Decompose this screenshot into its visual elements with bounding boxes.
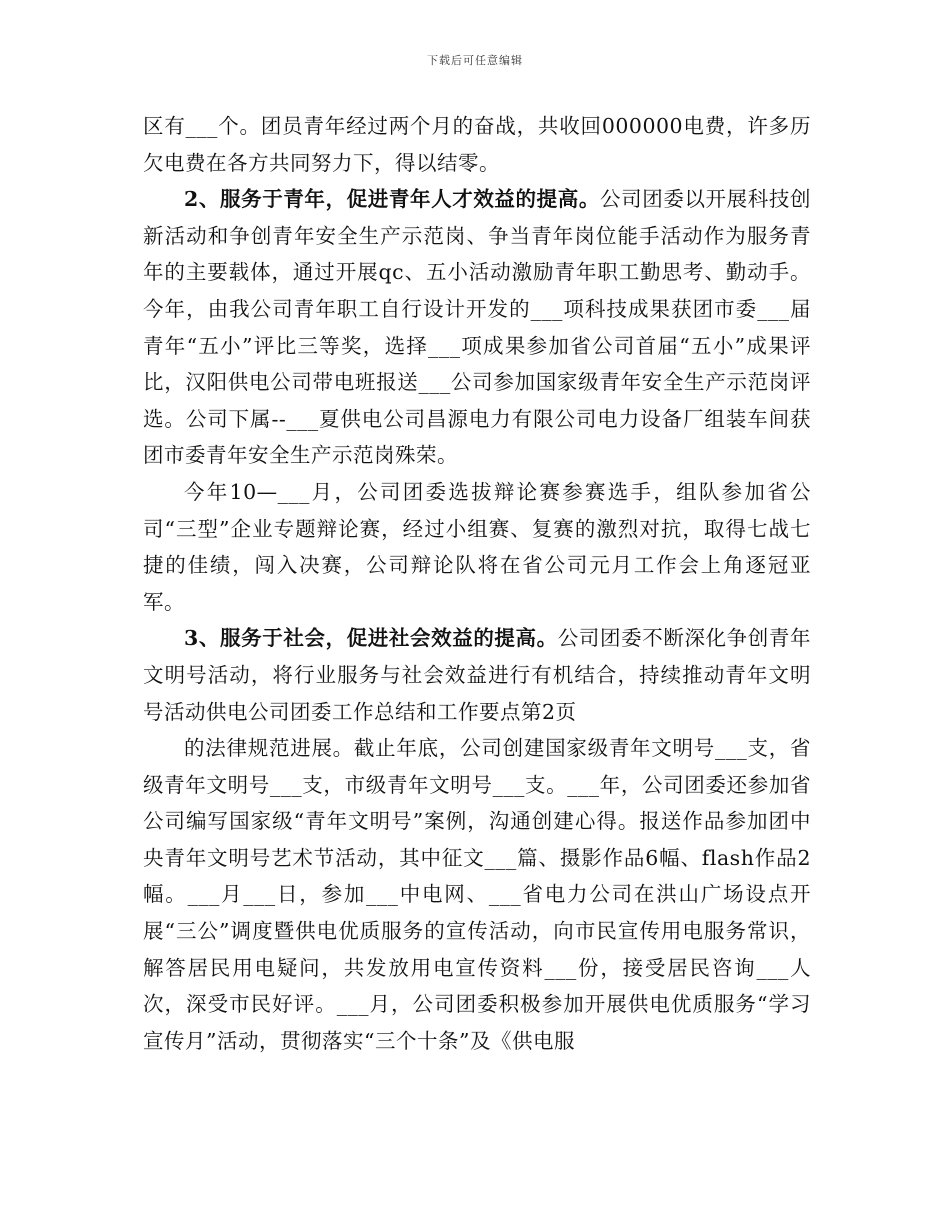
document-body bbox=[143, 108, 811, 1059]
page-header: 下载后可任意编辑 bbox=[427, 54, 523, 67]
paragraph-text: 的法律规范进展。截止年底，公司创建国家级青年文明号___支，省级青年文明号___支，市级青年文明号___支。___年，公司团委还参加省公司编写国家级“青年文明号”案例，沟通创建心得。报送作品参加团中央青年文明号艺术节活动，其中征文___篇、摄影作品6幅、flash作品2幅。___月___日，参加___中电网、___省电力公司在洪山广场设点开展“三公”调度暨供电优质服务的宣传活动，向市民宣传用电服务常识，解答居民用电疑问，共发放用电宣传资料___份，接受居民咨询___人次，深受市民好评。___月，公司团委积极参加开展供电优质服务“学习宣传月”活动，贯彻落实“三个十条”及《供电服 bbox=[143, 736, 811, 1053]
paragraph-text: 公司团委以开展科技创新活动和争创青年安全生产示范岗、争当青年岗位能手活动作为服务青年的主要载体，通过开展qc、五小活动激励青年职工勤思考、勤动手。今年，由我公司青年职工自行设计开发的___项科技成果获团市委___届青年“五小”评比三等奖，选择___项成果参加省公司首届“五小”成果评比，汉阳供电公司带电班报送___公司参加国家级青年安全生产示范岗评选。公司下属--___夏供电公司昌源电力有限公司电力设备厂组装车间获团市委青年安全生产示范岗殊荣。 bbox=[143, 187, 812, 468]
paragraph-debate bbox=[143, 474, 811, 620]
paragraph-society-service bbox=[143, 620, 811, 730]
paragraph-heading: 3、服务于社会，促进社会效益的提高。 bbox=[184, 626, 558, 651]
paragraph-continuation bbox=[143, 108, 811, 181]
paragraph-text: 区有___个。团员青年经过两个月的奋战，共收回000000电费，许多历欠电费在各方共同努力下，得以结零。 bbox=[143, 114, 811, 175]
paragraph-text: 公司团委不断深化争创青年文明号活动，将行业服务与社会效益进行有机结合，持续推动青年文明号活动供电公司团委工作总结和工作要点第2页 bbox=[143, 626, 812, 724]
paragraph-civilization bbox=[143, 730, 811, 1059]
paragraph-text: 今年10—___月，公司团委选拔辩论赛参赛选手，组队参加省公司“三型”企业专题辩论赛，经过小组赛、复赛的激烈对抗，取得七战七捷的佳绩，闯入决赛，公司辩论队将在省公司元月工作会上角逐冠亚军。 bbox=[143, 479, 811, 614]
paragraph-heading: 2、服务于青年，促进青年人才效益的提高。 bbox=[184, 187, 600, 212]
paragraph-youth-service bbox=[143, 181, 811, 474]
